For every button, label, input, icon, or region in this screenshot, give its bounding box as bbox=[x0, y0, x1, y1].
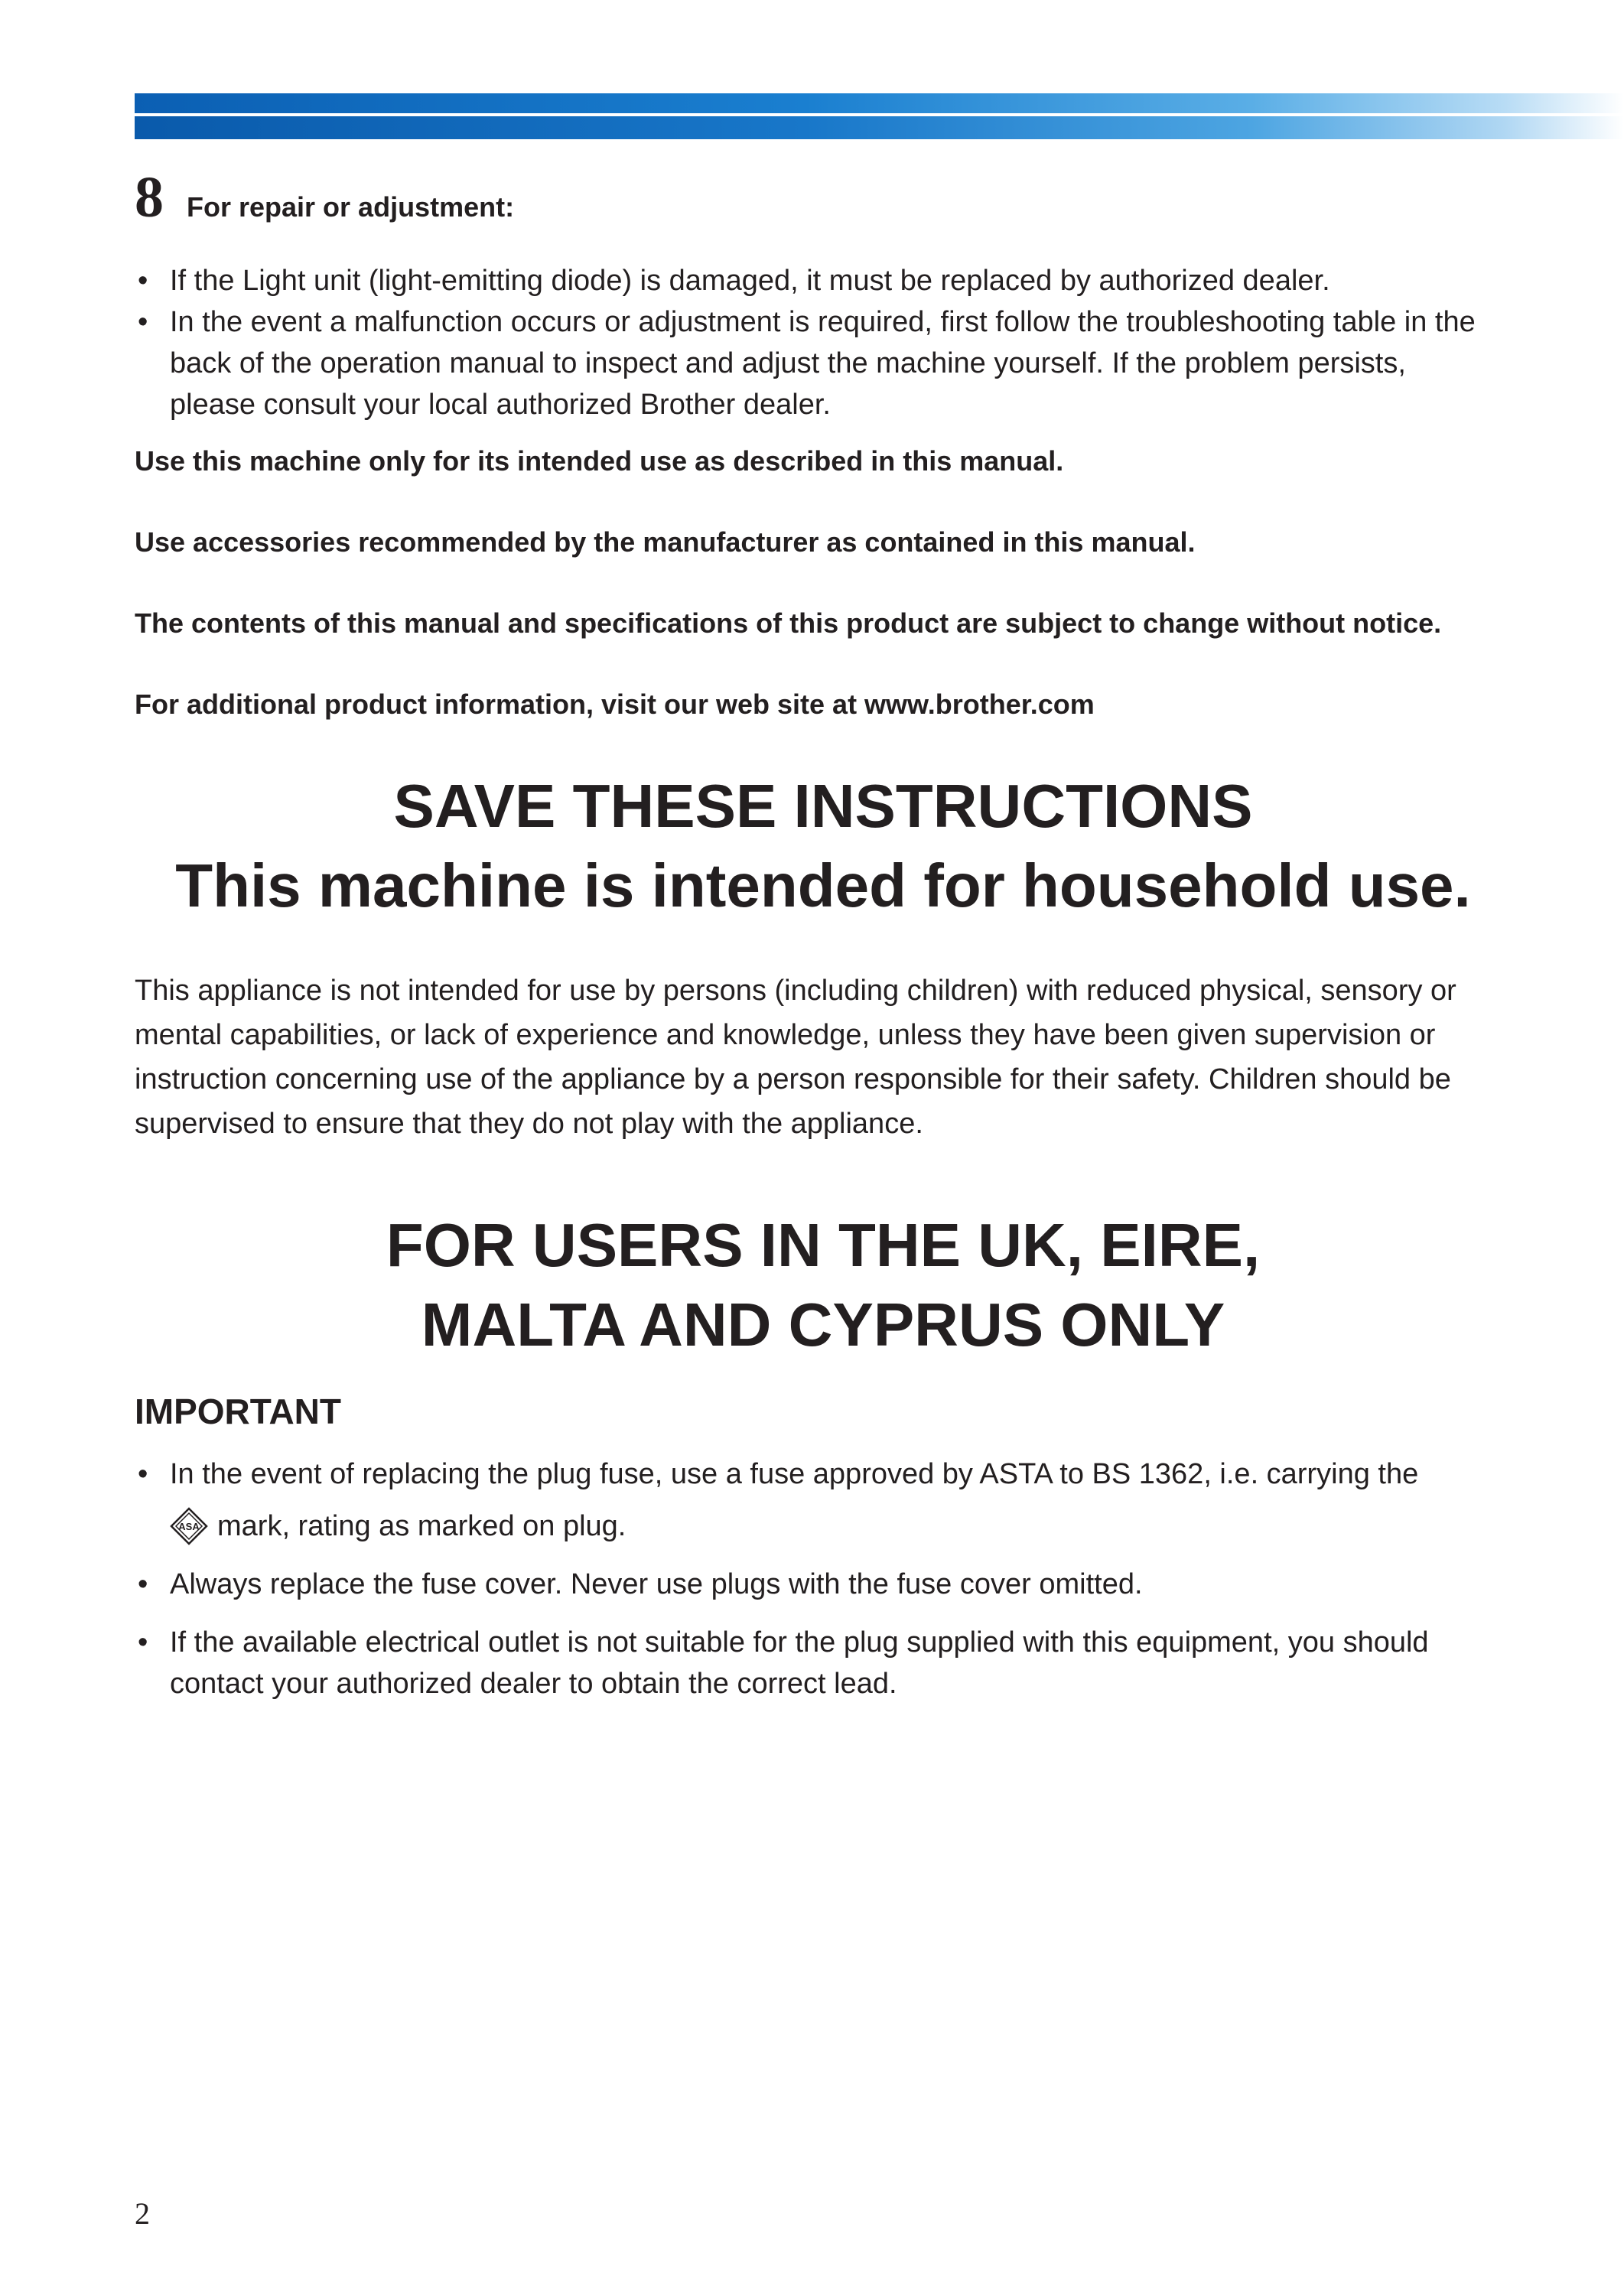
page-content bbox=[135, 165, 1496, 1721]
accessories-note: Use accessories recommended by the manufacturer as contained in this manual. bbox=[135, 526, 1196, 558]
save-instructions-title: SAVE THESE INSTRUCTIONS bbox=[393, 772, 1253, 840]
section-title: For repair or adjustment: bbox=[187, 191, 515, 223]
save-instructions-block bbox=[135, 767, 1496, 926]
important-bullet-list bbox=[135, 1454, 1496, 1704]
list-item bbox=[135, 301, 1496, 425]
section-heading bbox=[135, 165, 1496, 230]
fuse-bullet-mark-text: mark, rating as marked on plug. bbox=[217, 1510, 626, 1542]
repair-bullet-text: In the event a malfunction occurs or adjustment is required, first follow the troubleshooting table in the back of the operation manual to inspect and adjust the machine yourself. If the problem persists, please consult your local authorized Brother dealer. bbox=[170, 306, 1476, 421]
header-band-top bbox=[135, 93, 1624, 113]
household-use-title: This machine is intended for household use. bbox=[175, 851, 1471, 920]
appliance-paragraph: This appliance is not intended for use by persons (including children) with reduced physical, sensory or mental capabilities, or lack of experience and knowledge, unless they have been given supervision or instruction concerning use of the appliance by a person responsible for their safety. Children should be supervised to ensure that they do not play with the appliance. bbox=[135, 975, 1456, 1140]
uk-title-line1: FOR USERS IN THE UK, EIRE, bbox=[386, 1211, 1261, 1279]
fuse-bullet-text: In the event of replacing the plug fuse, use a fuse approved by ASTA to BS 1362, i.e. carrying the bbox=[170, 1458, 1419, 1490]
list-item bbox=[135, 260, 1496, 301]
intended-use-note: Use this machine only for its intended use as described in this manual. bbox=[135, 445, 1064, 477]
page-number: 2 bbox=[135, 2196, 150, 2231]
website-note: For additional product information, visit our web site at www.brother.com bbox=[135, 688, 1095, 720]
outlet-bullet-text: If the available electrical outlet is not suitable for the plug supplied with this equipment, you should contact your authorized dealer to obtain the correct lead. bbox=[170, 1626, 1429, 1700]
asta-mark-icon bbox=[170, 1507, 208, 1545]
asta-mark-line bbox=[170, 1506, 1496, 1547]
bullet-dot: • bbox=[138, 265, 148, 297]
list-item bbox=[135, 1564, 1496, 1605]
header-bar bbox=[135, 93, 1624, 139]
bullet-dot: • bbox=[138, 306, 148, 338]
header-band-bottom bbox=[135, 116, 1624, 139]
repair-bullet-list bbox=[135, 260, 1496, 425]
uk-users-block bbox=[135, 1206, 1496, 1365]
list-item bbox=[135, 1454, 1496, 1547]
change-notice-note: The contents of this manual and specifications of this product are subject to change without notice. bbox=[135, 607, 1442, 639]
section-number: 8 bbox=[135, 165, 164, 230]
list-item bbox=[135, 1622, 1496, 1704]
bullet-dot: • bbox=[138, 1458, 148, 1490]
bullet-dot: • bbox=[138, 1626, 148, 1659]
important-heading: IMPORTANT bbox=[135, 1392, 342, 1431]
fuse-cover-bullet-text: Always replace the fuse cover. Never use plugs with the fuse cover omitted. bbox=[170, 1568, 1143, 1600]
repair-bullet-text: If the Light unit (light-emitting diode) is damaged, it must be replaced by authorized dealer. bbox=[170, 265, 1330, 297]
asta-mark-text: ASA bbox=[178, 1521, 200, 1532]
bullet-dot: • bbox=[138, 1568, 148, 1600]
uk-title-line2: MALTA AND CYPRUS ONLY bbox=[421, 1291, 1225, 1359]
